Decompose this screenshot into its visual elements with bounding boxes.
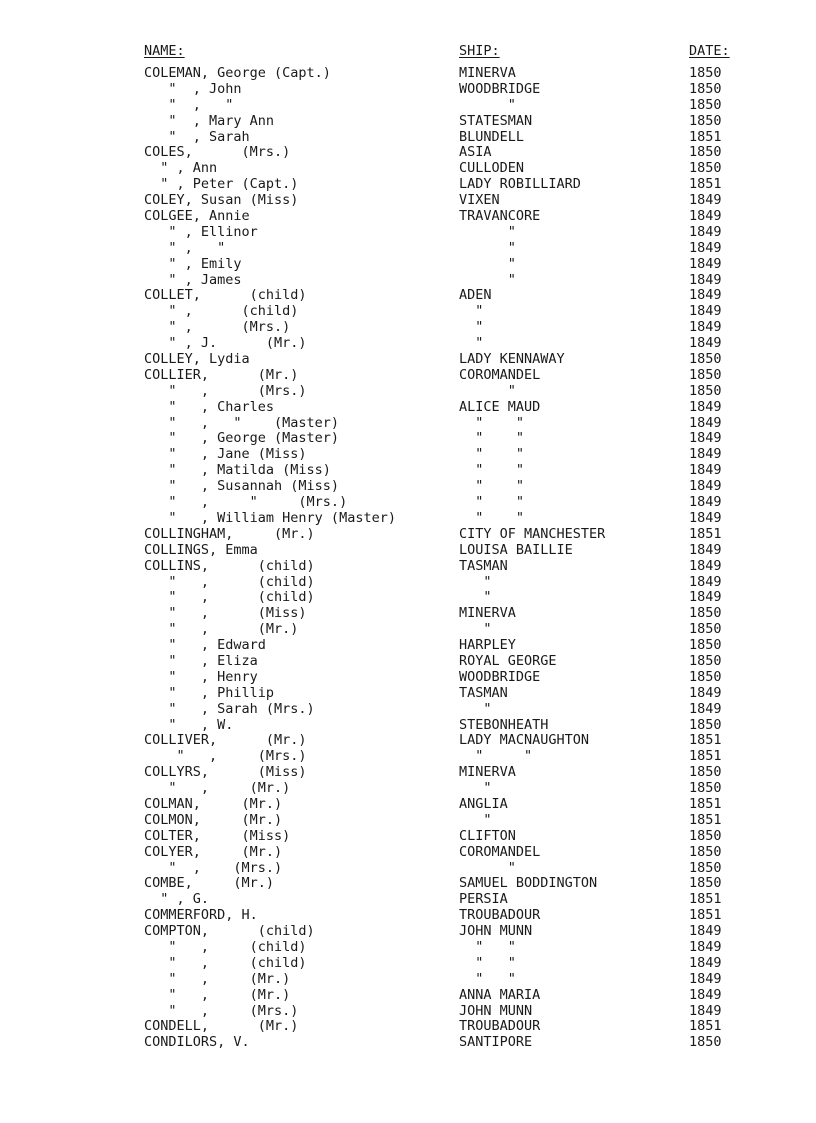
- arrival-year: 1850: [689, 716, 722, 733]
- arrival-year: 1851: [689, 891, 722, 908]
- arrival-year: 1850: [689, 875, 722, 892]
- arrival-year: 1850: [689, 605, 722, 622]
- ship-name: ADEN: [459, 287, 492, 304]
- table-row: [0, 431, 816, 447]
- table-row: [0, 622, 816, 638]
- table-row: [0, 765, 816, 781]
- table-row: [0, 797, 816, 813]
- ship-name: " ": [459, 938, 516, 955]
- arrival-year: 1851: [689, 795, 722, 812]
- ship-name: ANNA MARIA: [459, 986, 541, 1003]
- passenger-name: " , George (Master): [144, 430, 340, 447]
- passenger-name: COLTER, (Miss): [144, 827, 291, 844]
- arrival-year: 1849: [689, 303, 722, 320]
- table-row: [0, 225, 816, 241]
- table-row: [0, 892, 816, 908]
- passenger-name: " , (child): [144, 954, 307, 971]
- arrival-year: 1849: [689, 446, 722, 463]
- ship-name: " ": [459, 970, 516, 987]
- ship-name: HARPLEY: [459, 637, 516, 654]
- passenger-name: COMPTON, (child): [144, 923, 315, 940]
- ship-name: COROMANDEL: [459, 366, 541, 383]
- passenger-name: COLLEY, Lydia: [144, 351, 250, 368]
- arrival-year: 1849: [689, 462, 722, 479]
- ship-name: TROUBADOUR: [459, 1018, 541, 1035]
- ship-name: ROYAL GEORGE: [459, 652, 557, 669]
- arrival-year: 1849: [689, 398, 722, 415]
- table-row: [0, 908, 816, 924]
- table-row: [0, 972, 816, 988]
- ship-name: SAMUEL BODDINGTON: [459, 875, 598, 892]
- passenger-name: " , (Mrs.): [144, 1002, 299, 1019]
- ship-name: STATESMAN: [459, 112, 533, 129]
- ship-name: ": [459, 780, 492, 797]
- table-row: [0, 670, 816, 686]
- table-row: [0, 575, 816, 591]
- ship-name: ": [459, 859, 516, 876]
- passenger-name: CONDILORS, V.: [144, 1034, 250, 1051]
- passenger-name: " , Charles: [144, 398, 275, 415]
- table-row: [0, 829, 816, 845]
- arrival-year: 1849: [689, 223, 722, 240]
- table-row: [0, 447, 816, 463]
- passenger-name: COLLIER, (Mr.): [144, 366, 299, 383]
- table-row: [0, 320, 816, 336]
- ship-name: ": [459, 271, 516, 288]
- ship-name: " ": [459, 430, 525, 447]
- passenger-name: COLLET, (child): [144, 287, 307, 304]
- arrival-year: 1851: [689, 176, 722, 193]
- table-row: [0, 527, 816, 543]
- arrival-year: 1851: [689, 907, 722, 924]
- ship-name: BLUNDELL: [459, 128, 525, 145]
- passenger-name: " , (Mr.): [144, 970, 291, 987]
- table-row: [0, 876, 816, 892]
- ship-name: LADY MACNAUGHTON: [459, 732, 590, 749]
- passenger-name: COLLYRS, (Miss): [144, 764, 307, 781]
- table-row: [0, 82, 816, 98]
- arrival-year: 1849: [689, 970, 722, 987]
- ship-name: WOODBRIDGE: [459, 80, 541, 97]
- table-row: [0, 654, 816, 670]
- ship-name: LADY KENNAWAY: [459, 351, 565, 368]
- table-row: [0, 590, 816, 606]
- table-row: [0, 543, 816, 559]
- table-row: [0, 956, 816, 972]
- passenger-name: " , " (Mrs.): [144, 494, 348, 511]
- passenger-name: " , " (Master): [144, 414, 340, 431]
- passenger-name: " , Phillip: [144, 684, 275, 701]
- passenger-name: " , ": [144, 239, 226, 256]
- ship-name: " ": [459, 494, 525, 511]
- table-row: [0, 749, 816, 765]
- passenger-name: " , Edward: [144, 637, 266, 654]
- passenger-name: " , (Miss): [144, 605, 307, 622]
- arrival-year: 1851: [689, 525, 722, 542]
- header-date: DATE:: [689, 43, 730, 59]
- arrival-year: 1849: [689, 287, 722, 304]
- table-row: [0, 813, 816, 829]
- passenger-name: " , James: [144, 271, 242, 288]
- ship-name: TASMAN: [459, 684, 508, 701]
- arrival-year: 1849: [689, 335, 722, 352]
- passenger-name: " , (child): [144, 303, 299, 320]
- arrival-year: 1849: [689, 239, 722, 256]
- arrival-year: 1849: [689, 684, 722, 701]
- passenger-name: CONDELL, (Mr.): [144, 1018, 299, 1035]
- table-row: [0, 241, 816, 257]
- arrival-year: 1849: [689, 271, 722, 288]
- arrival-year: 1850: [689, 621, 722, 638]
- ship-name: STEBONHEATH: [459, 716, 549, 733]
- table-row: [0, 638, 816, 654]
- ship-name: CULLODEN: [459, 160, 525, 177]
- column-header-row: [0, 42, 816, 60]
- ship-name: LADY ROBILLIARD: [459, 176, 581, 193]
- passenger-name: " , (Mr.): [144, 621, 299, 638]
- arrival-year: 1850: [689, 668, 722, 685]
- passenger-name: " , Mary Ann: [144, 112, 275, 129]
- arrival-year: 1850: [689, 637, 722, 654]
- passenger-name: " , Jane (Miss): [144, 446, 307, 463]
- ship-name: ": [459, 96, 516, 113]
- arrival-year: 1850: [689, 843, 722, 860]
- passenger-name: COLLIVER, (Mr.): [144, 732, 307, 749]
- arrival-year: 1851: [689, 811, 722, 828]
- table-row: [0, 257, 816, 273]
- passenger-name: " , Emily: [144, 255, 242, 272]
- passenger-name: " , (Mr.): [144, 986, 291, 1003]
- arrival-year: 1850: [689, 144, 722, 161]
- ship-name: ": [459, 621, 492, 638]
- table-row: [0, 463, 816, 479]
- passenger-name: " , Peter (Capt.): [144, 176, 299, 193]
- ship-name: ": [459, 589, 492, 606]
- passenger-name: " , (child): [144, 573, 315, 590]
- arrival-year: 1849: [689, 494, 722, 511]
- arrival-year: 1850: [689, 96, 722, 113]
- passenger-name: COLEY, Susan (Miss): [144, 192, 299, 209]
- table-row: [0, 940, 816, 956]
- arrival-year: 1849: [689, 430, 722, 447]
- table-row: [0, 606, 816, 622]
- ship-name: ": [459, 573, 492, 590]
- arrival-year: 1849: [689, 938, 722, 955]
- passenger-name: " , (Mrs.): [144, 859, 283, 876]
- table-row: [0, 177, 816, 193]
- arrival-year: 1849: [689, 255, 722, 272]
- passenger-name: " , Henry: [144, 668, 258, 685]
- passenger-name: " , (Mrs.): [144, 748, 307, 765]
- table-row: [0, 1019, 816, 1035]
- ship-name: JOHN MUNN: [459, 923, 533, 940]
- arrival-year: 1849: [689, 509, 722, 526]
- passenger-name: " , (Mrs.): [144, 319, 291, 336]
- arrival-year: 1851: [689, 748, 722, 765]
- arrival-year: 1850: [689, 780, 722, 797]
- ship-name: MINERVA: [459, 65, 516, 81]
- arrival-year: 1849: [689, 557, 722, 574]
- arrival-year: 1849: [689, 208, 722, 225]
- table-row: [0, 416, 816, 432]
- table-row: [0, 336, 816, 352]
- passenger-name: " , Eliza: [144, 652, 258, 669]
- ship-name: ALICE MAUD: [459, 398, 541, 415]
- arrival-year: 1849: [689, 954, 722, 971]
- arrival-year: 1850: [689, 382, 722, 399]
- arrival-year: 1850: [689, 160, 722, 177]
- table-row: [0, 209, 816, 225]
- passenger-name: " , (Mrs.): [144, 382, 307, 399]
- ship-name: TASMAN: [459, 557, 508, 574]
- ship-name: " ": [459, 954, 516, 971]
- ship-name: ": [459, 811, 492, 828]
- arrival-year: 1851: [689, 1018, 722, 1035]
- ship-name: LOUISA BAILLIE: [459, 541, 573, 558]
- passenger-list: [0, 66, 816, 1051]
- ship-name: ": [459, 319, 484, 336]
- arrival-year: 1850: [689, 65, 722, 81]
- ship-name: " ": [459, 446, 525, 463]
- table-row: [0, 781, 816, 797]
- table-row: [0, 384, 816, 400]
- ship-name: " ": [459, 462, 525, 479]
- passenger-name: " , (child): [144, 938, 307, 955]
- passenger-name: " , ": [144, 96, 234, 113]
- ship-name: MINERVA: [459, 764, 516, 781]
- table-row: [0, 1004, 816, 1020]
- arrival-year: 1849: [689, 700, 722, 717]
- passenger-name: " , John: [144, 80, 242, 97]
- passenger-name: COLLINGHAM, (Mr.): [144, 525, 315, 542]
- table-row: [0, 400, 816, 416]
- table-row: [0, 288, 816, 304]
- arrival-year: 1850: [689, 366, 722, 383]
- passenger-name: " , (Mr.): [144, 780, 291, 797]
- passenger-name: " , Matilda (Miss): [144, 462, 331, 479]
- arrival-year: 1850: [689, 859, 722, 876]
- table-row: [0, 495, 816, 511]
- passenger-name: COLLINS, (child): [144, 557, 315, 574]
- passenger-name: " , Ann: [144, 160, 218, 177]
- table-row: [0, 479, 816, 495]
- table-row: [0, 368, 816, 384]
- table-row: [0, 66, 816, 82]
- table-row: [0, 114, 816, 130]
- arrival-year: 1849: [689, 414, 722, 431]
- table-row: [0, 988, 816, 1004]
- arrival-year: 1849: [689, 478, 722, 495]
- ship-name: ": [459, 303, 484, 320]
- table-row: [0, 861, 816, 877]
- passenger-name: COLEMAN, George (Capt.): [144, 65, 331, 81]
- passenger-name: " , W.: [144, 716, 234, 733]
- ship-name: ": [459, 223, 516, 240]
- ship-name: MINERVA: [459, 605, 516, 622]
- passenger-name: " , J. (Mr.): [144, 335, 307, 352]
- arrival-year: 1849: [689, 192, 722, 209]
- ship-name: TROUBADOUR: [459, 907, 541, 924]
- table-row: [0, 733, 816, 749]
- ship-name: CITY OF MANCHESTER: [459, 525, 606, 542]
- arrival-year: 1849: [689, 1002, 722, 1019]
- passenger-name: COLMAN, (Mr.): [144, 795, 283, 812]
- ship-name: ": [459, 255, 516, 272]
- ship-name: ": [459, 382, 516, 399]
- table-row: [0, 924, 816, 940]
- table-row: [0, 686, 816, 702]
- passenger-name: COLGEE, Annie: [144, 208, 250, 225]
- arrival-year: 1850: [689, 80, 722, 97]
- ship-name: ANGLIA: [459, 795, 508, 812]
- arrival-year: 1849: [689, 573, 722, 590]
- ship-name: ": [459, 239, 516, 256]
- arrival-year: 1851: [689, 732, 722, 749]
- ship-name: " ": [459, 478, 525, 495]
- passenger-name: COLES, (Mrs.): [144, 144, 291, 161]
- passenger-name: COLLINGS, Emma: [144, 541, 258, 558]
- passenger-name: " , Susannah (Miss): [144, 478, 340, 495]
- ship-name: PERSIA: [459, 891, 508, 908]
- arrival-year: 1849: [689, 923, 722, 940]
- arrival-year: 1850: [689, 827, 722, 844]
- ship-name: ": [459, 700, 492, 717]
- ship-name: SANTIPORE: [459, 1034, 533, 1051]
- arrival-year: 1850: [689, 112, 722, 129]
- arrival-year: 1850: [689, 764, 722, 781]
- table-row: [0, 273, 816, 289]
- table-row: [0, 98, 816, 114]
- arrival-year: 1850: [689, 351, 722, 368]
- arrival-year: 1850: [689, 652, 722, 669]
- passenger-name: " , Sarah: [144, 128, 250, 145]
- ship-name: JOHN MUNN: [459, 1002, 533, 1019]
- header-name: NAME:: [144, 43, 185, 59]
- passenger-name: COLMON, (Mr.): [144, 811, 283, 828]
- table-row: [0, 845, 816, 861]
- table-row: [0, 718, 816, 734]
- passenger-name: COMBE, (Mr.): [144, 875, 275, 892]
- table-row: [0, 702, 816, 718]
- passenger-name: COMMERFORD, H.: [144, 907, 258, 924]
- table-row: [0, 130, 816, 146]
- arrival-year: 1849: [689, 319, 722, 336]
- arrival-year: 1851: [689, 128, 722, 145]
- table-row: [0, 145, 816, 161]
- table-row: [0, 1035, 816, 1051]
- ship-name: TRAVANCORE: [459, 208, 541, 225]
- ship-name: WOODBRIDGE: [459, 668, 541, 685]
- table-row: [0, 304, 816, 320]
- passenger-name: " , G.: [144, 891, 210, 908]
- arrival-year: 1849: [689, 541, 722, 558]
- table-row: [0, 352, 816, 368]
- arrival-year: 1850: [689, 1034, 722, 1051]
- table-row: [0, 511, 816, 527]
- ship-name: ASIA: [459, 144, 492, 161]
- ship-name: ": [459, 335, 484, 352]
- header-ship: SHIP:: [459, 43, 500, 59]
- table-row: [0, 161, 816, 177]
- arrival-year: 1849: [689, 986, 722, 1003]
- ship-name: VIXEN: [459, 192, 500, 209]
- ship-name: CLIFTON: [459, 827, 516, 844]
- passenger-name: " , Ellinor: [144, 223, 258, 240]
- passenger-name: COLYER, (Mr.): [144, 843, 283, 860]
- ship-name: COROMANDEL: [459, 843, 541, 860]
- table-row: [0, 559, 816, 575]
- ship-name: " ": [459, 748, 533, 765]
- arrival-year: 1849: [689, 589, 722, 606]
- ship-name: " ": [459, 509, 525, 526]
- passenger-name: " , William Henry (Master): [144, 509, 396, 526]
- table-row: [0, 193, 816, 209]
- ship-name: " ": [459, 414, 525, 431]
- passenger-name: " , (child): [144, 589, 315, 606]
- passenger-name: " , Sarah (Mrs.): [144, 700, 315, 717]
